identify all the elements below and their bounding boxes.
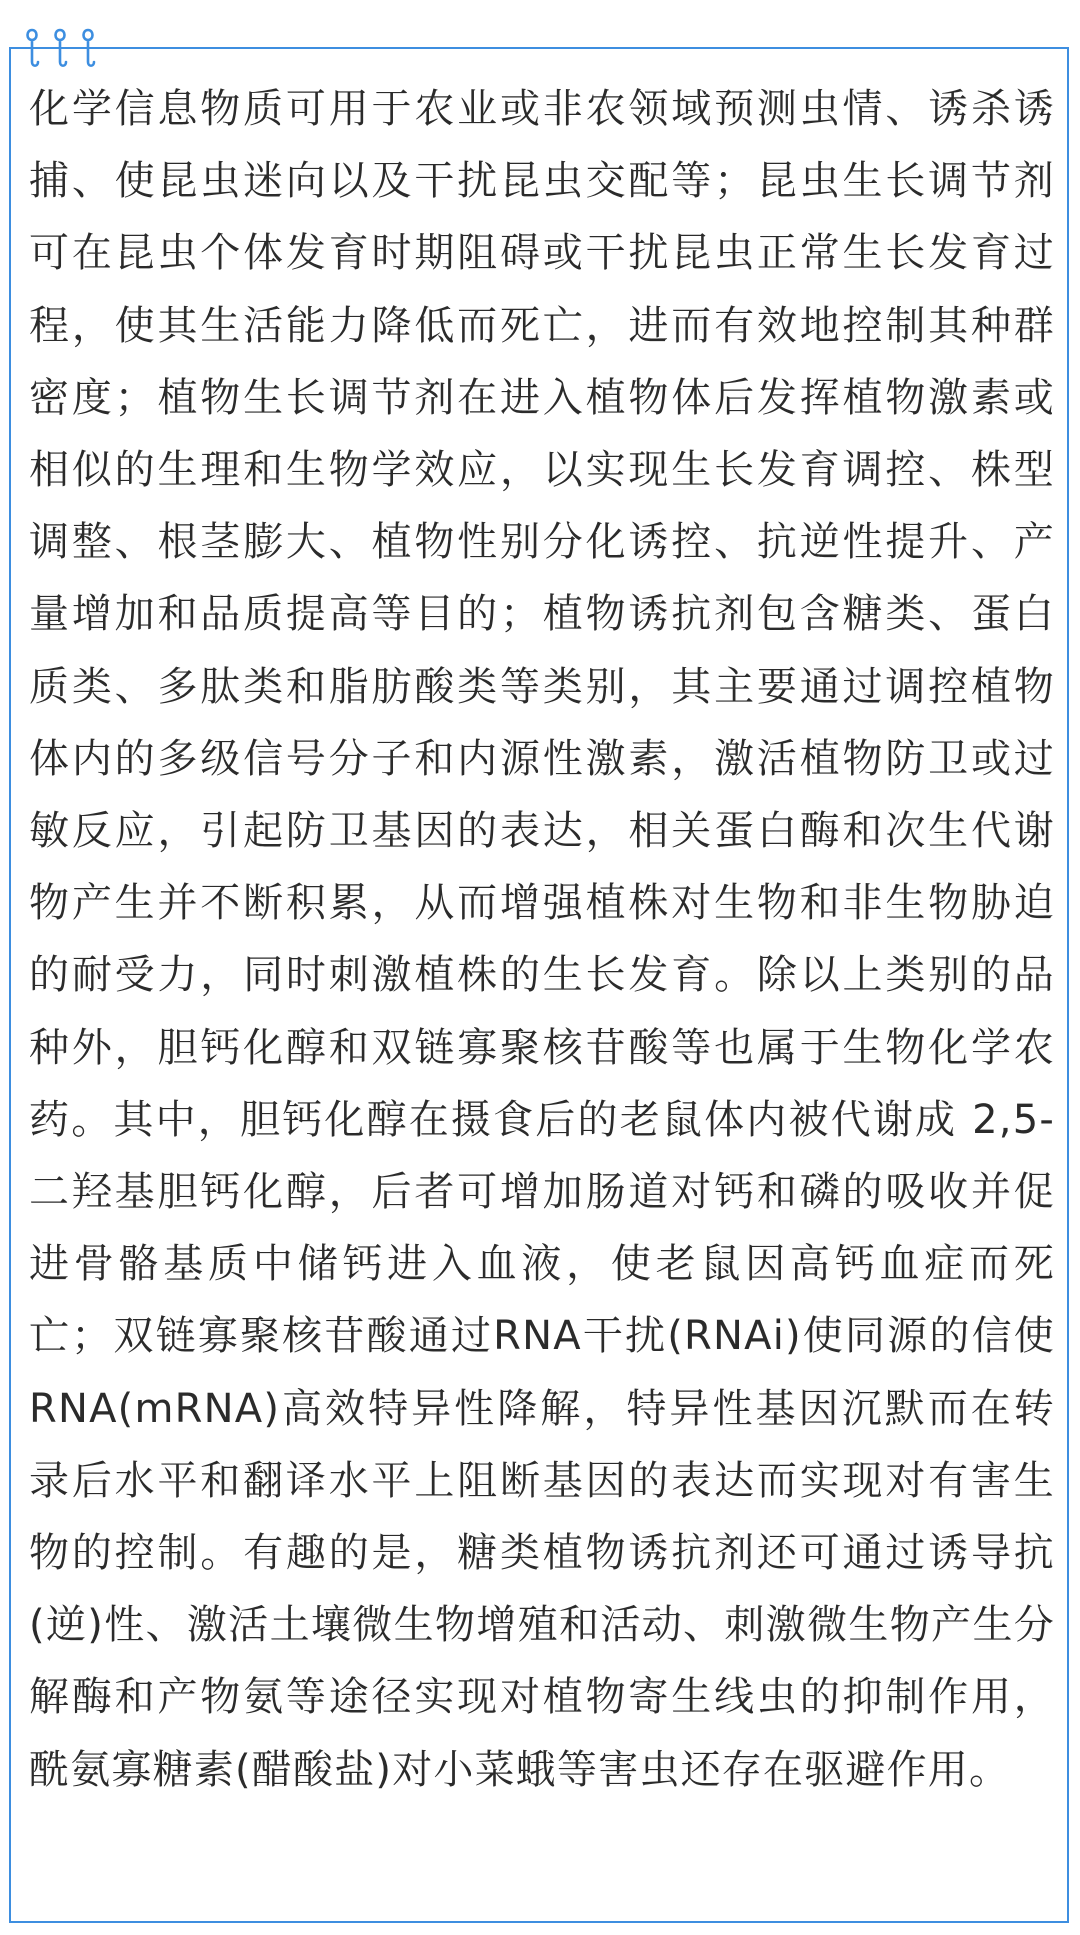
spiral-ring-icon xyxy=(52,28,68,68)
spiral-ring-icon xyxy=(24,28,40,68)
article-paragraph: 化学信息物质可用于农业或非农领域预测虫情、诱杀诱捕、使昆虫迷向以及干扰昆虫交配等；昆虫生长调节剂可在昆虫个体发育时期阻碍或干扰昆虫正常生长发育过程，使其生活能力降低而死亡，进而有效地控制其种群密度；植物生长调节剂在进入植物体后发挥植物激素或相似的生理和生物学效应，以实现生长发育调控、株型调整、根茎膨大、植物性别分化诱控、抗逆性提升、产量增加和品质提高等目的；植物诱抗剂包含糖类、蛋白质类、多肽类和脂肪酸类等类别，其主要通过调控植物体内的多级信号分子和内源性激素，激活植物防卫或过敏反应，引起防卫基因的表达，相关蛋白酶和次生代谢物产生并不断积累，从而增强植株对生物和非生物胁迫的耐受力，同时刺激植株的生长发育。除以上类别的品种外，胆钙化醇和双链寡聚核苷酸等也属于生物化学农药。其中，胆钙化醇在摄食后的老鼠体内被代谢成 2,5-二羟基胆钙化醇，后者可增加肠道对钙和磷的吸收并促进骨骼基质中储钙进入血液，使老鼠因高钙血症而死亡；双链寡聚核苷酸通过RNA干扰(RNAi)使同源的信使 RNA(mRNA)高效特异性降解，特异性基因沉默而在转录后水平和翻译水平上阻断基因的表达而实现对有害生物的控制。有趣的是，糖类植物诱抗剂还可通过诱导抗(逆)性、激活土壤微生物增殖和活动、刺激微生物产生分解酶和产物氨等途径实现对植物寄生线虫的抑制作用，酰氨寡糖素(醋酸盐)对小菜蛾等害虫还存在驱避作用。 xyxy=(29,86,1055,1793)
notebook-rings xyxy=(24,28,96,72)
spiral-ring-icon xyxy=(80,28,96,68)
notebook-frame xyxy=(9,47,1069,1923)
